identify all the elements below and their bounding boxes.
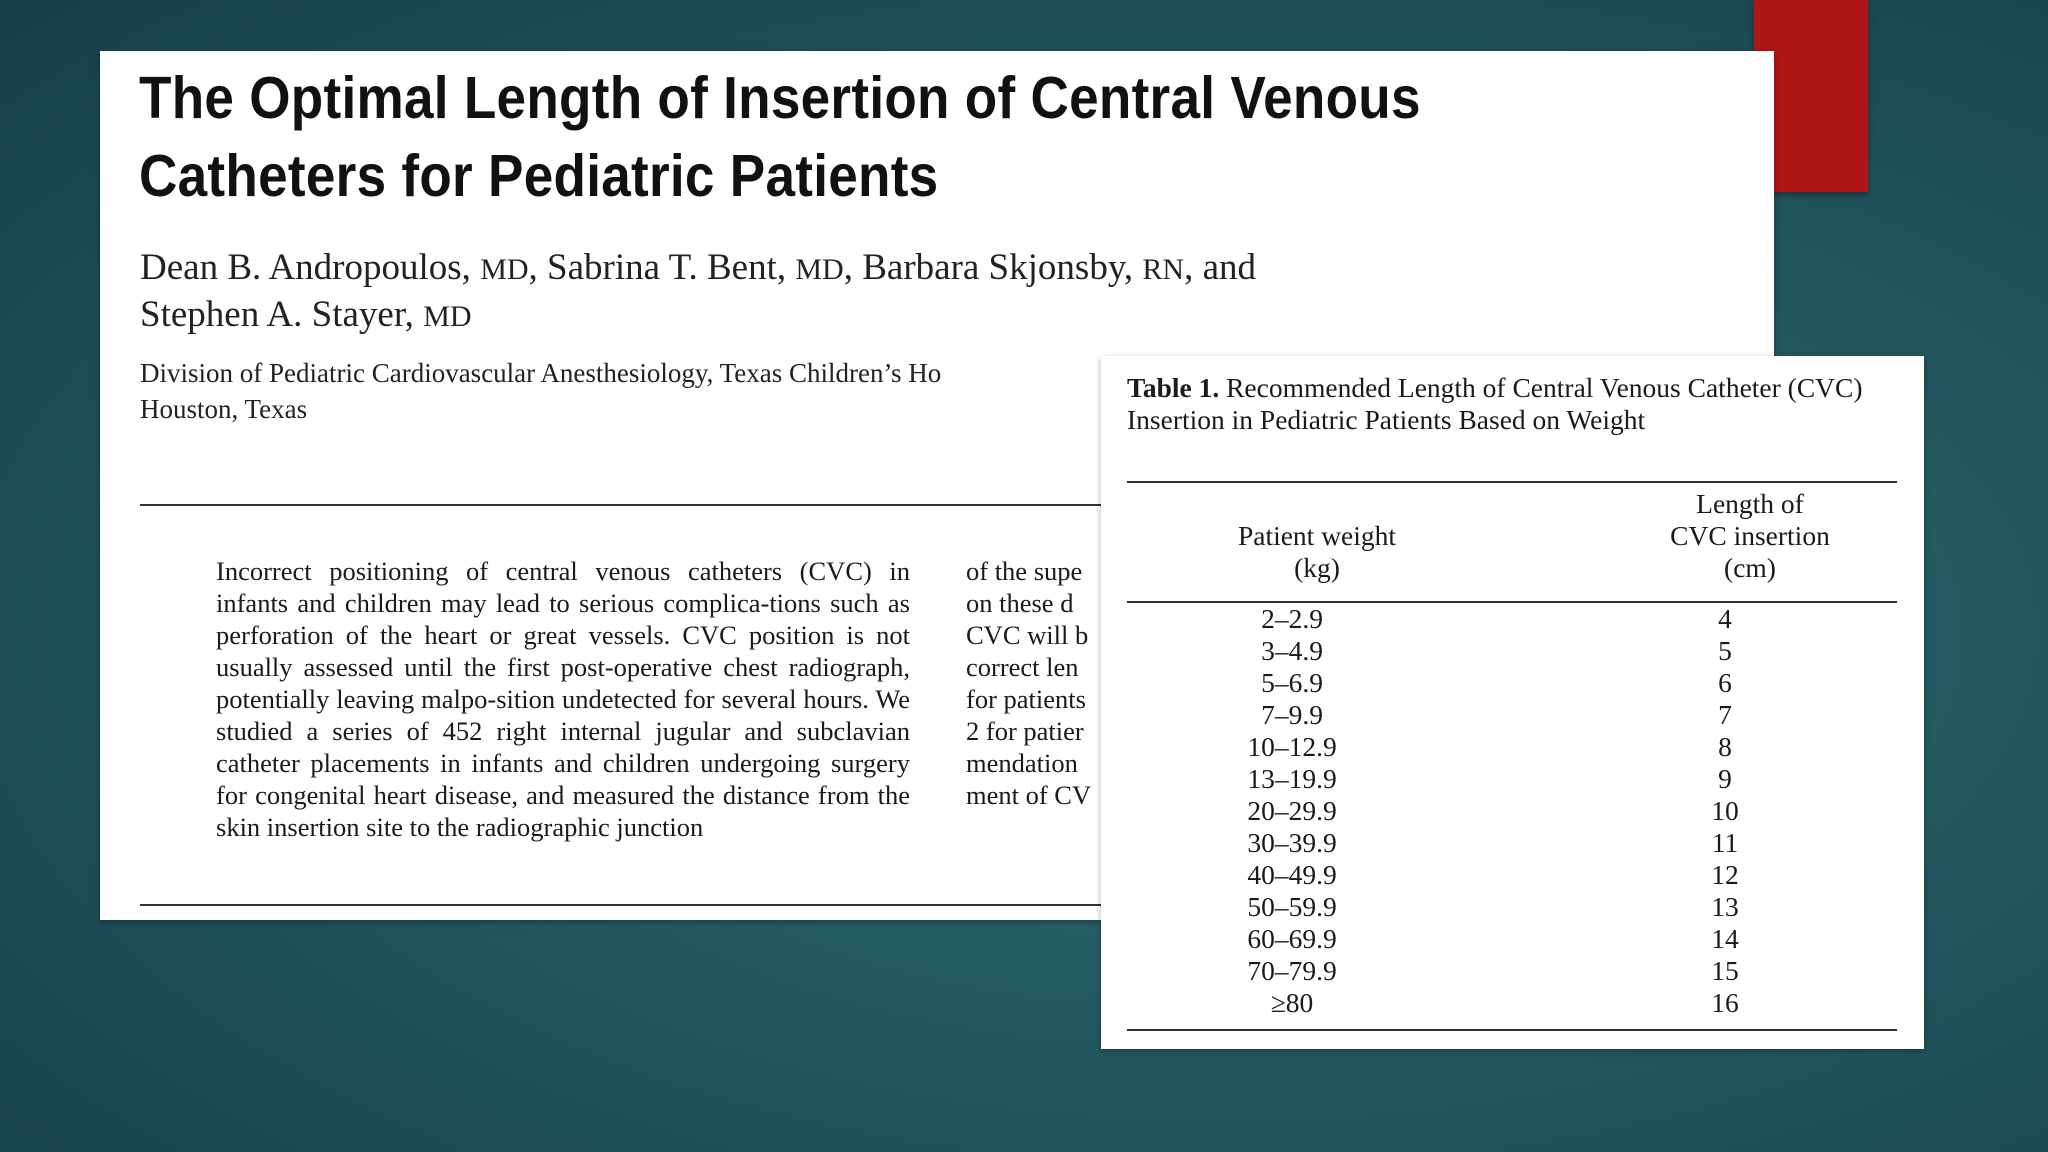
table-header-weight: Patient weight (kg) bbox=[1237, 520, 1397, 583]
table-row bbox=[1127, 987, 1897, 1019]
author-degree: MD bbox=[795, 253, 844, 286]
cell-insertion-length: 11 bbox=[1711, 827, 1739, 858]
table-caption-text: Recommended Length of Central Venous Catheter (CVC) Insertion in Pediatric Patients Based on Weight bbox=[1127, 372, 1863, 435]
table-row bbox=[1127, 603, 1897, 635]
cell-insertion-length: 15 bbox=[1711, 955, 1739, 986]
cell-insertion-length: 12 bbox=[1711, 859, 1739, 890]
table-rule-top bbox=[1127, 481, 1897, 483]
cell-insertion-length: 5 bbox=[1718, 635, 1732, 666]
cell-patient-weight: 13–19.9 bbox=[1247, 763, 1337, 794]
cell-patient-weight: 30–39.9 bbox=[1247, 827, 1337, 858]
author-degree: RN bbox=[1142, 253, 1185, 286]
table-caption-label: Table 1. bbox=[1127, 372, 1220, 403]
table-header-length: Length of CVC insertion (cm) bbox=[1670, 488, 1830, 583]
cell-patient-weight: 7–9.9 bbox=[1261, 699, 1323, 730]
section-divider bbox=[140, 504, 1140, 506]
cell-insertion-length: 6 bbox=[1718, 667, 1732, 698]
table-row bbox=[1127, 891, 1897, 923]
cell-patient-weight: ≥80 bbox=[1270, 987, 1314, 1018]
cell-insertion-length: 7 bbox=[1718, 699, 1732, 730]
table-body bbox=[1127, 603, 1897, 1019]
cell-patient-weight: 20–29.9 bbox=[1247, 795, 1337, 826]
cell-patient-weight: 5–6.9 bbox=[1261, 667, 1323, 698]
cell-insertion-length: 13 bbox=[1711, 891, 1739, 922]
cell-patient-weight: 50–59.9 bbox=[1247, 891, 1337, 922]
cell-insertion-length: 9 bbox=[1718, 763, 1732, 794]
table-row bbox=[1127, 859, 1897, 891]
table-excerpt-panel bbox=[1101, 356, 1924, 1049]
cell-insertion-length: 14 bbox=[1711, 923, 1739, 954]
table-row bbox=[1127, 923, 1897, 955]
author-name: Stephen A. Stayer, bbox=[140, 294, 424, 335]
table-row bbox=[1127, 635, 1897, 667]
table-row bbox=[1127, 827, 1897, 859]
cell-patient-weight: 2–2.9 bbox=[1261, 603, 1323, 634]
section-divider bbox=[140, 904, 1140, 906]
table-rule-bottom bbox=[1127, 1029, 1897, 1031]
author-name: Dean B. Andropoulos, bbox=[140, 247, 481, 288]
paper-title: The Optimal Length of Insertion of Central Venous Catheters for Pediatric Patients bbox=[139, 65, 1421, 209]
abstract-column-left: Incorrect positioning of central venous catheters (CVC) in infants and children may lead to serious complica-tions such as perforation of the heart or great vessels. CVC position is not usually assessed until the first post-operative chest radiograph, potentially leaving malpo-sition undetected for several hours. We studied a series of 452 right internal jugular and subclavian catheter placements in infants and children undergoing surgery for congenital heart disease, and measured the distance from the skin insertion site to the radiographic junction bbox=[216, 556, 910, 842]
cell-patient-weight: 3–4.9 bbox=[1261, 635, 1323, 666]
author-degree: MD bbox=[423, 300, 472, 333]
table-row bbox=[1127, 667, 1897, 699]
abstract-column-right: of the supe on these d CVC will b correct len for patients 2 for patier mendation ment of CV bbox=[966, 556, 1092, 810]
cell-patient-weight: 60–69.9 bbox=[1247, 923, 1337, 954]
cell-insertion-length: 16 bbox=[1711, 987, 1739, 1018]
cell-patient-weight: 10–12.9 bbox=[1247, 731, 1337, 762]
cell-insertion-length: 8 bbox=[1718, 731, 1732, 762]
cell-patient-weight: 70–79.9 bbox=[1247, 955, 1337, 986]
table-row bbox=[1127, 795, 1897, 827]
table-row bbox=[1127, 763, 1897, 795]
cell-patient-weight: 40–49.9 bbox=[1247, 859, 1337, 890]
cell-insertion-length: 4 bbox=[1718, 603, 1732, 634]
table-row bbox=[1127, 955, 1897, 987]
author-degree: MD bbox=[480, 253, 529, 286]
author-name: , and bbox=[1184, 247, 1257, 288]
table-row bbox=[1127, 731, 1897, 763]
table-row bbox=[1127, 699, 1897, 731]
table-caption bbox=[1127, 372, 1887, 436]
paper-affiliation: Division of Pediatric Cardiovascular Anesthesiology, Texas Children’s Ho Houston, Texas bbox=[140, 358, 942, 424]
paper-authors bbox=[140, 245, 1540, 339]
cell-insertion-length: 10 bbox=[1711, 795, 1739, 826]
author-name: , Sabrina T. Bent, bbox=[528, 247, 796, 288]
author-name: , Barbara Skjonsby, bbox=[843, 247, 1143, 288]
